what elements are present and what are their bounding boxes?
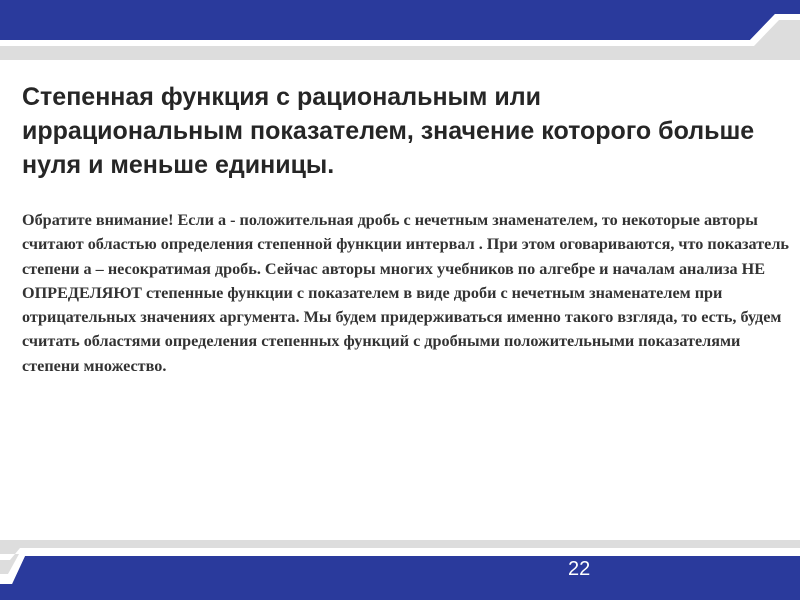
page-number: 22 bbox=[568, 558, 591, 580]
top-decorative-band bbox=[0, 0, 800, 60]
bottom-band-graphic bbox=[0, 540, 800, 600]
slide-body-text: Обратите внимание! Если a - положительная дробь с нечетным знаменателем, то некоторые авторы считают областью определения степенной функции интервал . При этом оговариваются, что показатель степени a – несократимая дробь. Сейчас авторы многих учебников по алгебре и началам анализа НЕ ОПРЕДЕЛЯЮТ степенные функции с показателем в виде дроби с нечетным знаменателем при отрицательных значениях аргумента. Мы будем придерживаться именно такого взгляда, то есть, будем считать областями определения степенных функций с дробными положительными показателями степени множество. bbox=[22, 211, 789, 375]
bottom-decorative-band bbox=[0, 540, 800, 600]
top-band-graphic bbox=[0, 0, 800, 60]
slide-title: Степенная функция с рациональным или иррациональным показателем, значение которого больше нуля и меньше единицы. bbox=[22, 83, 755, 179]
